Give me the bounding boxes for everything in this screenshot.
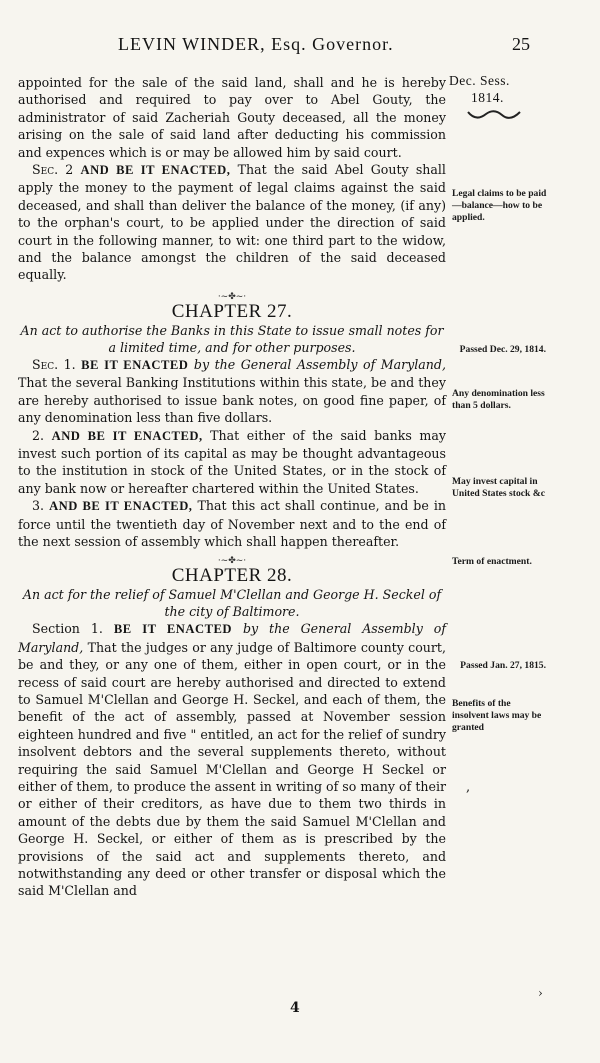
- chapter-27-heading: CHAPTER 27.: [171, 300, 293, 322]
- ornament-icon: ·~✤~·: [217, 291, 247, 302]
- section-label: Sec. 2: [32, 162, 74, 178]
- enacting-clause: AND BE IT ENACTED,: [80, 163, 231, 178]
- ornament-icon: ·~✤~·: [217, 556, 247, 567]
- section-text: That either of the said banks may invest such portion of its capital as may be thought advantageous to the institution in stock of the United States, or in the stock of any bank now or hereafter chartered within the United States.: [18, 427, 446, 496]
- running-head-title: LEVIN WINDER, Esq. Governor.: [118, 34, 394, 54]
- ch28-section-1: [18, 620, 446, 900]
- session-year: 1814.: [471, 90, 504, 105]
- running-head: [0, 34, 600, 58]
- body-text: [18, 74, 446, 900]
- enacting-clause: AND BE IT ENACTED,: [49, 499, 193, 514]
- enacting-clause: BE IT ENACTED: [113, 622, 232, 637]
- chapter-28-heading: CHAPTER 28.: [171, 565, 293, 587]
- margin-note-invest: May invest capital in United States stock &c: [452, 476, 545, 499]
- stray-mark: ,: [466, 780, 471, 795]
- margin-note-denomination: Any denomination less than 5 dollars.: [452, 388, 545, 411]
- section-2-paragraph: [18, 161, 446, 284]
- enacting-authority: by the General Assembly of Maryland,: [18, 621, 447, 655]
- session-note: [449, 72, 547, 106]
- margin-note-legal-claims: Legal claims to be paid—balance—how to be applied.: [452, 188, 547, 223]
- stray-mark: ›: [538, 986, 543, 1000]
- ch27-section-2: [18, 427, 446, 498]
- enacting-clause: AND BE IT ENACTED,: [51, 428, 203, 443]
- margin-note-benefits: Benefits of the insolvent laws may be granted: [452, 698, 542, 733]
- continuation-paragraph: appointed for the sale of the said land, shall and he is hereby authorised and required to pay over to Abel Gouty, the administrator of said Zacheriah Gouty deceased, all the money arising on the sale of said land after deducting his commission and expences which is or may be allowed him by said court.: [18, 75, 446, 160]
- page-number: 25: [512, 34, 530, 54]
- signature-mark: 4: [290, 1000, 300, 1016]
- ch27-section-1: [18, 356, 446, 427]
- section-text: That this act shall continue, and be in force until the twentieth day of November next and to the end of the next session of assembly which shall happen thereafter.: [18, 498, 446, 549]
- margin-note-passed-ch27: Passed Dec. 29, 1814.: [459, 344, 546, 355]
- section-label: Sec. 1.: [32, 356, 76, 372]
- section-text: That the judges or any judge of Baltimore county court, be and they, or any one of them, either in open court, or in the recess of said court are hereby authorised and directed to extend to Samuel M'Clellan and George H. Seckel, and each of them, the benefit of the act of assembly, passed at November session eighteen hundred and five " entitled, an act for the relief of sundry insolvent debtors and the several supplements thereto, without requiring the said Samuel M'Clellan and George H Seckel or either of them, to produce the assent in writing of so many of their or either of their creditors, as have due to them two thirds in amount of the debts due by them the said Samuel M'Clellan and George H. Seckel, or either of them as is prescribed by the provisions of the said act and supplements thereto, and notwithstanding any deed or other transfer or disposal which the said M'Clellan and: [18, 639, 446, 899]
- margin-note-term: Term of enactment.: [452, 556, 532, 567]
- enacting-authority: by the General Assembly of Maryland,: [193, 356, 446, 372]
- chapter-28-title: An act for the relief of Samuel M'Clellan and George H. Seckel of the city of Baltimore.: [22, 587, 442, 620]
- section-text: That the said Abel Gouty shall apply the money to the payment of legal claims against the said deceased, and shall than deliver the balance of the money, (if any) to the orphan's court, to be applied under the direction of said court in the following manner, to wit: one third part to the widow, and the balance amongst the children of the said deceased equally.: [18, 162, 446, 283]
- section-label: 2.: [32, 427, 45, 443]
- section-label: Section 1.: [32, 621, 103, 637]
- ch27-section-3: [18, 497, 446, 550]
- margin-note-passed-ch28: Passed Jan. 27, 1815.: [460, 660, 546, 671]
- session-label: Dec. Sess.: [449, 73, 510, 88]
- section-text: That the several Banking Institutions within this state, be and they are hereby authorised to issue bank notes, on good fine paper, of any denomination less than five dollars.: [18, 375, 446, 426]
- section-label: 3.: [32, 498, 45, 514]
- enacting-clause: BE IT ENACTED: [81, 357, 189, 372]
- swash-ornament-icon: [466, 108, 522, 122]
- chapter-27-title: An act to authorise the Banks in this State to issue small notes for a limited time, and for other purposes.: [20, 322, 444, 355]
